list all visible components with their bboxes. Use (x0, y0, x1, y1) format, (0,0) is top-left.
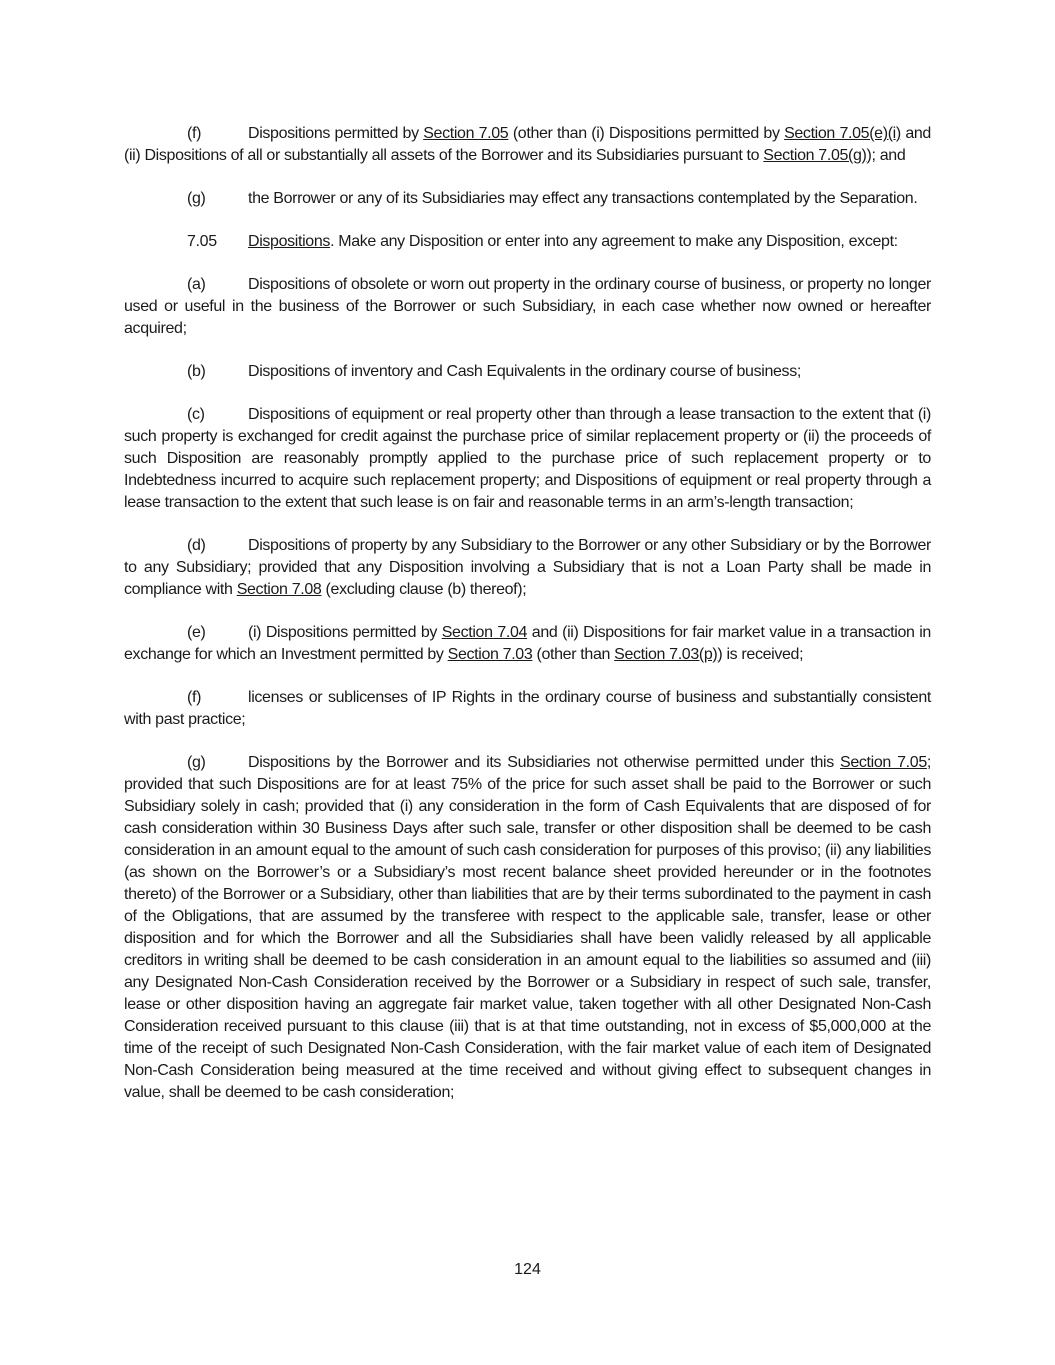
paragraph-text: ) is received; (717, 646, 804, 663)
paragraph (124, 687, 931, 731)
paragraph-label: (b) (187, 363, 206, 380)
page-number: 124 (514, 1261, 541, 1278)
section-reference: Section 7.03(p) (614, 646, 718, 663)
paragraph-text: licenses or sublicenses of IP Rights in the ordinary course of business and substantially consistent with past practice; (124, 689, 931, 728)
paragraph-label: (c) (187, 406, 205, 423)
paragraph-label: (e) (187, 624, 206, 641)
paragraph (124, 123, 931, 167)
paragraph-text: Dispositions of obsolete or worn out property in the ordinary course of business, or property no longer used or useful in the business of the Borrower or such Subsidiary, in each case whether now owned or hereafter acquired; (124, 276, 931, 337)
section-reference: Section 7.03 (447, 646, 533, 663)
paragraph-text: Dispositions permitted by (248, 125, 424, 142)
paragraph-text: (other than (i) Dispositions permitted by (508, 125, 785, 142)
paragraph-text: . Make any Disposition or enter into any agreement to make any Disposition, except: (330, 233, 898, 250)
document-body (124, 123, 931, 1125)
paragraph (124, 231, 931, 253)
section-reference: Section 7.05(g) (763, 147, 867, 164)
section-reference: Section 7.05 (423, 125, 509, 142)
paragraph-text: Dispositions of equipment or real property other than through a lease transaction to the extent that (i) such property is exchanged for credit against the purchase price of similar replacement property or (ii) the proceeds of such Disposition are reasonably promptly applied to the purchase price of such replacement property or to Indebtedness incurred to acquire such replacement property; and Dispositions of equipment or real property through a lease transaction to the extent that such lease is on fair and reasonable terms in an arm’s-length transaction; (124, 406, 931, 511)
paragraph-label: (g) (187, 190, 206, 207)
paragraph-text: and (ii) Dispositions of all or substantially all assets of the Borrower and its Subsidiaries pursuant to (124, 125, 931, 164)
paragraph-label: (f) (187, 125, 202, 142)
paragraph-text: (i) Dispositions permitted by (248, 624, 442, 641)
paragraph (124, 622, 931, 666)
section-reference: Section 7.08 (236, 581, 322, 598)
paragraph-text: and (ii) Dispositions for fair market value in a transaction in exchange for which an Investment permitted by (124, 624, 931, 663)
section-reference: Section 7.05 (840, 754, 927, 771)
paragraph (124, 752, 931, 1104)
paragraph-text: (excluding clause (b) thereof); (321, 581, 527, 598)
paragraph-text: Dispositions of property by any Subsidiary to the Borrower or any other Subsidiary or by the Borrower to any Subsidiary; provided that any Disposition involving a Subsidiary that is not a Loan Party shall be made in compliance with (124, 537, 931, 598)
section-reference: Section 7.05(e)(i) (784, 125, 901, 142)
paragraph (124, 188, 931, 210)
paragraph-text: ); and (866, 147, 906, 164)
paragraph-text: the Borrower or any of its Subsidiaries may effect any transactions contemplated by the Separation. (248, 190, 918, 207)
paragraph (124, 404, 931, 514)
paragraph-text: (other than (532, 646, 615, 663)
paragraph (124, 274, 931, 340)
paragraph-text: Dispositions of inventory and Cash Equivalents in the ordinary course of business; (248, 363, 801, 380)
paragraph-label: 7.05 (187, 233, 217, 250)
paragraph-label: (f) (187, 689, 202, 706)
section-reference: Section 7.04 (441, 624, 528, 641)
paragraph-label: (d) (187, 537, 206, 554)
paragraph (124, 361, 931, 383)
paragraph-text: ; provided that such Dispositions are for at least 75% of the price for such asset shall be paid to the Borrower or such Subsidiary solely in cash; provided that (i) any consideration in the form of Cash Equivalents that are disposed of for cash consideration within 30 Business Days after such sale, transfer or other disposition shall be deemed to be cash consideration in an amount equal to the amount of such cash consideration for purposes of this proviso; (ii) any liabilities (as shown on the Borrower’s or a Subsidiary’s most recent balance sheet provided hereunder or in the footnotes thereto) of the Borrower or a Subsidiary, other than liabilities that are by their terms subordinated to the payment in cash of the Obligations, that are assumed by the transferee with respect to the applicable sale, transfer, lease or other disposition and for which the Borrower and all the Subsidiaries shall have been validly released by all applicable creditors in writing shall be deemed to be cash consideration in an amount equal to the liabilities so assumed and (iii) any Designated Non-Cash Consideration received by the Borrower or a Subsidiary in respect of such sale, transfer, lease or other disposition having an aggregate fair market value, taken together with all other Designated Non-Cash Consideration received pursuant to this clause (iii) that is at that time outstanding, not in excess of $5,000,000 at the time of the receipt of such Designated Non-Cash Consideration, with the fair market value of each item of Designated Non-Cash Consideration being measured at the time received and without giving effect to subsequent changes in value, shall be deemed to be cash consideration; (124, 754, 931, 1101)
paragraph-label: (g) (187, 754, 206, 771)
paragraph-text: Dispositions by the Borrower and its Subsidiaries not otherwise permitted under this (248, 754, 841, 771)
paragraph-label: (a) (187, 276, 206, 293)
section-reference: Dispositions (248, 233, 331, 250)
paragraph (124, 535, 931, 601)
